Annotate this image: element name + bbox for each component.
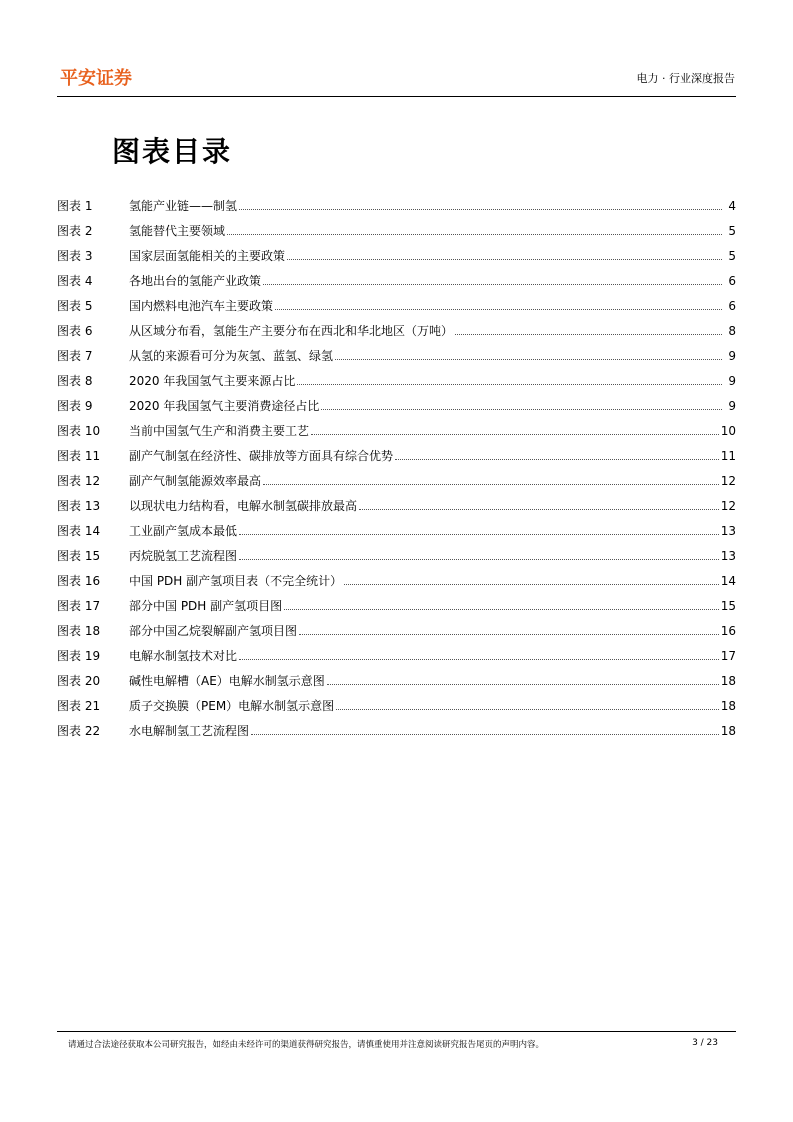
- toc-entry-title: 丙烷脱氢工艺流程图: [129, 549, 238, 563]
- toc-entry-page: 18: [720, 674, 736, 688]
- dot-leader: [299, 633, 719, 635]
- dot-leader: [227, 233, 722, 235]
- report-category: 电力 · 行业深度报告: [636, 72, 735, 85]
- toc-entry-title: 2020 年我国氢气主要消费途径占比: [129, 399, 320, 413]
- toc-entry-number: 图表 13: [57, 499, 101, 513]
- toc-entry-title: 氢能产业链——制氢: [129, 199, 238, 213]
- toc-entry-number: 图表 22: [57, 724, 101, 738]
- toc-entry-page: 13: [720, 549, 736, 563]
- toc-entry-page: 6: [728, 274, 736, 288]
- toc-entry-11[interactable]: [57, 438, 736, 463]
- toc-entry-page: 13: [720, 524, 736, 538]
- toc-entry-title: 国内燃料电池汽车主要政策: [129, 299, 274, 313]
- dot-leader: [321, 408, 722, 410]
- toc-entry-number: 图表 4: [57, 274, 93, 288]
- toc-entry-title: 中国 PDH 副产氢项目表（不完全统计）: [129, 574, 343, 588]
- toc-entry-number: 图表 7: [57, 349, 93, 363]
- toc-entry-title: 水电解制氢工艺流程图: [129, 724, 250, 738]
- toc-entry-number: 图表 17: [57, 599, 101, 613]
- toc-entry-page: 9: [728, 399, 736, 413]
- page-number: 3 / 23: [692, 1038, 718, 1048]
- toc-entry-number: 图表 5: [57, 299, 93, 313]
- toc-entry-10[interactable]: [57, 413, 736, 438]
- toc-entry-9[interactable]: [57, 388, 736, 413]
- toc-entry-number: 图表 18: [57, 624, 101, 638]
- toc-entry-number: 图表 15: [57, 549, 101, 563]
- toc-entry-page: 5: [728, 249, 736, 263]
- toc-entry-number: 图表 20: [57, 674, 101, 688]
- toc-entry-title: 碱性电解槽（AE）电解水制氢示意图: [129, 674, 325, 688]
- toc-entry-page: 10: [720, 424, 736, 438]
- dot-leader: [284, 608, 719, 610]
- toc-entry-number: 图表 16: [57, 574, 101, 588]
- dot-leader: [455, 333, 722, 335]
- toc-entry-12[interactable]: [57, 463, 736, 488]
- toc-entry-13[interactable]: [57, 488, 736, 513]
- toc-entry-page: 12: [720, 499, 736, 513]
- toc-entry-page: 12: [720, 474, 736, 488]
- dot-leader: [287, 258, 722, 260]
- toc-entry-title: 2020 年我国氢气主要来源占比: [129, 374, 296, 388]
- toc-entry-title: 氢能替代主要领域: [129, 224, 226, 238]
- toc-entry-page: 14: [720, 574, 736, 588]
- toc-entry-title: 电解水制氢技术对比: [129, 649, 238, 663]
- toc-entry-19[interactable]: [57, 638, 736, 663]
- footer-disclaimer: 请通过合法途径获取本公司研究报告，如经由未经许可的渠道获得研究报告，请慎重使用并注意阅读研究报告尾页的声明内容。: [68, 1040, 545, 1050]
- table-of-figures: [57, 188, 736, 738]
- header-divider: [57, 96, 736, 97]
- toc-entry-title: 从区域分布看，氢能生产主要分布在西北和华北地区（万吨）: [129, 324, 454, 338]
- toc-entry-title: 部分中国 PDH 副产氢项目图: [129, 599, 283, 613]
- toc-entry-15[interactable]: [57, 538, 736, 563]
- toc-entry-title: 副产气制氢在经济性、碳排放等方面具有综合优势: [129, 449, 394, 463]
- toc-entry-title: 副产气制氢能源效率最高: [129, 474, 262, 488]
- toc-entry-4[interactable]: [57, 263, 736, 288]
- toc-entry-page: 9: [728, 374, 736, 388]
- dot-leader: [327, 683, 719, 685]
- toc-entry-title: 部分中国乙烷裂解副产氢项目图: [129, 624, 298, 638]
- company-logo: 平安证券: [60, 68, 132, 89]
- toc-entry-page: 6: [728, 299, 736, 313]
- toc-entry-21[interactable]: [57, 688, 736, 713]
- toc-entry-page: 9: [728, 349, 736, 363]
- dot-leader: [336, 708, 719, 710]
- toc-entry-14[interactable]: [57, 513, 736, 538]
- dot-leader: [275, 308, 722, 310]
- toc-entry-5[interactable]: [57, 288, 736, 313]
- dot-leader: [311, 433, 719, 435]
- toc-entry-number: 图表 12: [57, 474, 101, 488]
- toc-entry-number: 图表 3: [57, 249, 93, 263]
- dot-leader: [239, 533, 719, 535]
- toc-entry-number: 图表 6: [57, 324, 93, 338]
- toc-entry-7[interactable]: [57, 338, 736, 363]
- toc-entry-title: 各地出台的氢能产业政策: [129, 274, 262, 288]
- toc-entry-16[interactable]: [57, 563, 736, 588]
- toc-entry-number: 图表 11: [57, 449, 101, 463]
- toc-entry-page: 18: [720, 699, 736, 713]
- footer-divider: [57, 1031, 736, 1032]
- dot-leader: [344, 583, 719, 585]
- toc-entry-2[interactable]: [57, 213, 736, 238]
- toc-entry-3[interactable]: [57, 238, 736, 263]
- toc-entry-number: 图表 19: [57, 649, 101, 663]
- toc-entry-title: 质子交换膜（PEM）电解水制氢示意图: [129, 699, 335, 713]
- dot-leader: [335, 358, 722, 360]
- toc-entry-number: 图表 9: [57, 399, 93, 413]
- toc-entry-number: 图表 10: [57, 424, 101, 438]
- toc-entry-page: 5: [728, 224, 736, 238]
- toc-entry-page: 17: [720, 649, 736, 663]
- toc-entry-17[interactable]: [57, 588, 736, 613]
- toc-entry-20[interactable]: [57, 663, 736, 688]
- dot-leader: [263, 283, 722, 285]
- toc-entry-22[interactable]: [57, 713, 736, 738]
- dot-leader: [239, 658, 719, 660]
- toc-entry-title: 国家层面氢能相关的主要政策: [129, 249, 286, 263]
- toc-entry-number: 图表 8: [57, 374, 93, 388]
- toc-entry-page: 8: [728, 324, 736, 338]
- toc-entry-page: 4: [728, 199, 736, 213]
- toc-entry-8[interactable]: [57, 363, 736, 388]
- toc-entry-title: 当前中国氢气生产和消费主要工艺: [129, 424, 310, 438]
- toc-entry-1[interactable]: [57, 188, 736, 213]
- toc-entry-page: 18: [720, 724, 736, 738]
- dot-leader: [251, 733, 719, 735]
- dot-leader: [239, 558, 719, 560]
- dot-leader: [239, 208, 722, 210]
- toc-entry-18[interactable]: [57, 613, 736, 638]
- toc-entry-title: 从氢的来源看可分为灰氢、蓝氢、绿氢: [129, 349, 334, 363]
- dot-leader: [359, 508, 719, 510]
- toc-entry-number: 图表 21: [57, 699, 101, 713]
- toc-entry-number: 图表 2: [57, 224, 93, 238]
- toc-entry-number: 图表 14: [57, 524, 101, 538]
- toc-entry-page: 15: [720, 599, 736, 613]
- dot-leader: [297, 383, 722, 385]
- toc-entry-title: 以现状电力结构看，电解水制氢碳排放最高: [129, 499, 358, 513]
- toc-entry-page: 11: [720, 449, 736, 463]
- toc-entry-6[interactable]: [57, 313, 736, 338]
- page-title: 图表目录: [112, 135, 233, 168]
- toc-entry-title: 工业副产氢成本最低: [129, 524, 238, 538]
- dot-leader: [263, 483, 719, 485]
- toc-entry-number: 图表 1: [57, 199, 93, 213]
- toc-entry-page: 16: [720, 624, 736, 638]
- dot-leader: [395, 458, 719, 460]
